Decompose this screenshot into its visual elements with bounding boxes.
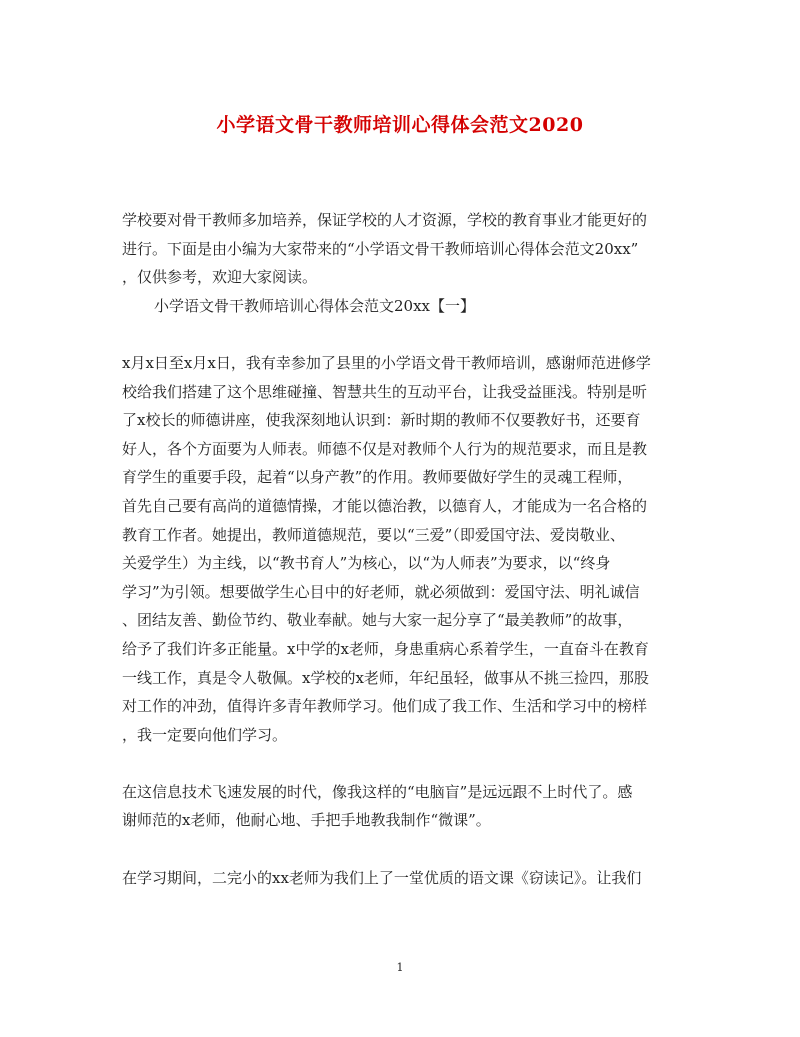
text-line: ，仅供参考，欢迎大家阅读。 xyxy=(122,268,318,287)
document-body xyxy=(122,206,678,892)
text-line: 好人，各个方面要为人师表。师德不仅是对教师个人行为的规范要求，而且是教 xyxy=(122,439,648,458)
text-line: 谢师范的x老师，他耐心地、手把手地教我制作“微课”。 xyxy=(122,811,491,830)
page-number: 1 xyxy=(396,961,404,974)
text-line: 对工作的冲劲，值得许多青年教师学习。他们成了我工作、生活和学习中的榜样 xyxy=(122,697,648,716)
text-line: 关爱学生）为主线，以“教书育人”为核心，以“为人师表”为要求，以“终身 xyxy=(122,554,611,573)
text-line: 在学习期间，二完小的xx老师为我们上了一堂优质的语文课《窃读记》。让我们 xyxy=(122,868,642,887)
text-line: 给予了我们许多正能量。x中学的x老师，身患重病心系着学生，一直奋斗在教育 xyxy=(122,639,649,658)
text-line: 学校要对骨干教师多加培养，保证学校的人才资源，学校的教育事业才能更好的 xyxy=(122,211,648,229)
document-title: 小学语文骨干教师培训心得体会范文2020 xyxy=(216,114,584,136)
paragraph-two xyxy=(122,778,678,835)
section-heading: 小学语文骨干教师培训心得体会范文20xx【一】 xyxy=(154,296,476,315)
text-line: 首先自己要有高尚的道德情操，才能以德治教，以德育人，才能成为一名合格的 xyxy=(122,496,648,515)
paragraph-spacer xyxy=(122,320,678,349)
text-line: 在这信息技术飞速发展的时代，像我这样的“电脑盲”是远远跟不上时代了。感 xyxy=(122,782,633,801)
paragraph-three xyxy=(122,864,678,893)
text-line: 校给我们搭建了这个思维碰撞、智慧共生的互动平台，让我受益匪浅。特别是听 xyxy=(122,382,648,401)
text-line: 一线工作，真是令人敬佩。x学校的x老师，年纪虽轻，做事从不挑三捡四，那股 xyxy=(122,668,649,687)
text-line: 了x校长的师德讲座，使我深刻地认识到：新时期的教师不仅要教好书，还要育 xyxy=(122,411,641,430)
text-line: 、团结友善、勤俭节约、敬业奉献。她与大家一起分享了“最美教师”的故事， xyxy=(122,611,633,630)
text-line: 进行。下面是由小编为大家带来的“小学语文骨干教师培训心得体会范文20xx” xyxy=(122,239,639,258)
paragraph-spacer xyxy=(122,835,678,864)
paragraph-spacer xyxy=(122,749,678,778)
paragraph-one xyxy=(122,349,678,749)
text-line: 教育工作者。她提出，教师道德规范，要以“三爱”（即爱国守法、爱岗敬业、 xyxy=(122,525,625,544)
text-line: 学习”为引领。想要做学生心目中的好老师，就必须做到：爱国守法、明礼诚信 xyxy=(122,582,640,601)
text-line: 育学生的重要手段，起着“以身产教”的作用。教师要做好学生的灵魂工程师， xyxy=(122,468,633,487)
text-line: x月x日至x月x日，我有幸参加了县里的小学语文骨干教师培训，感谢师范进修学 xyxy=(122,353,651,372)
text-line: ，我一定要向他们学习。 xyxy=(122,725,288,744)
intro-paragraph xyxy=(122,206,678,292)
